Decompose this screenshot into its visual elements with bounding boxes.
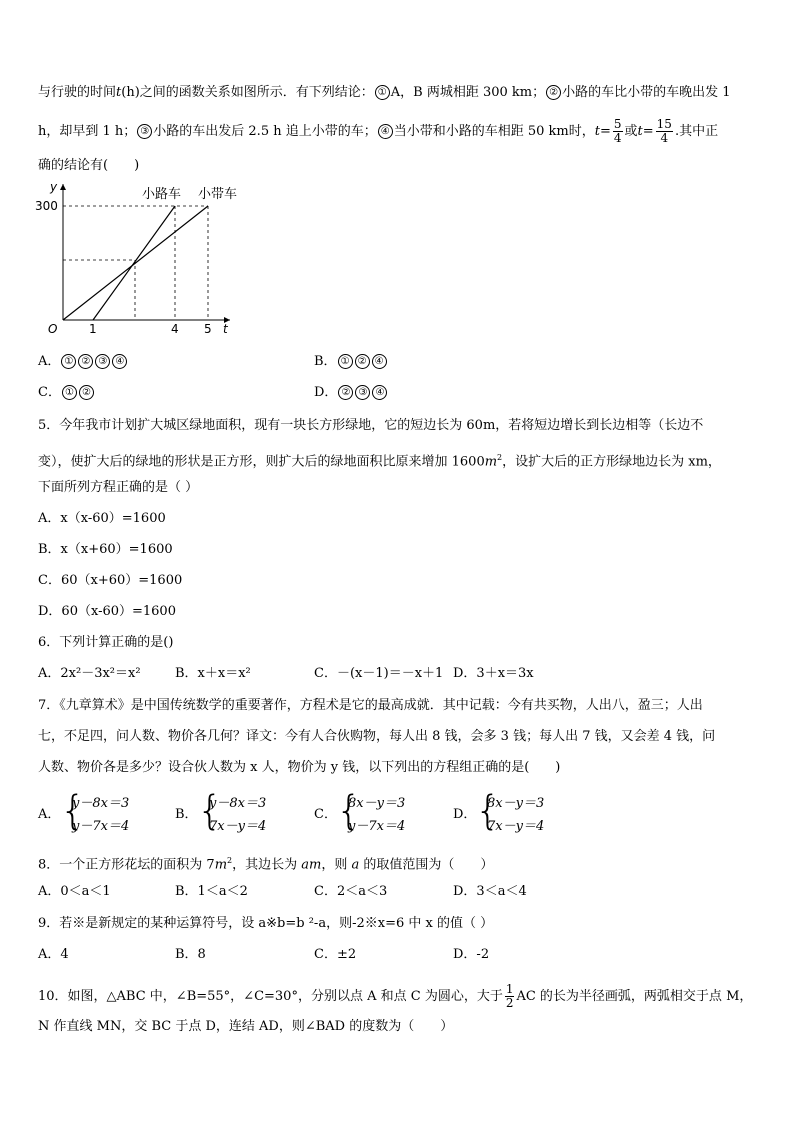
brace-icon: { [60,788,86,834]
q7-line-3: 人数、物价各是多少？设合伙人数为 x 人，物价为 y 钱，以下列出的方程组正确的是( ) [38,760,561,775]
brace-icon: { [336,788,362,834]
q4-line-2 [38,118,718,145]
circled-number: ③ [355,385,370,400]
q9-stem: 9．若※是新规定的某种运算符号，设 a※b=b ²-a，则-2※x=6 中 x 的值（ ） [38,916,494,931]
x-tick-1: 1 [89,322,97,336]
frac-den: 4 [613,131,622,145]
q8-option-d[interactable]: D．3＜a＜4 [453,884,527,899]
q5-option-c[interactable]: C．60（x+60）=1600 [38,573,183,588]
q6-option-c[interactable]: C．－(x－1)＝－x＋1 [314,666,444,681]
q4-text: 或 [624,124,638,139]
circled-number: ② [78,354,93,369]
fraction-5-4 [613,118,623,145]
q4-text: (h)之间的函数关系如图所示．有下列结论： [121,85,374,100]
circled-number: ④ [378,124,393,139]
q4-text: 小路的车出发后 2.5 h 追上小带的车； [153,124,377,139]
q4-option-b[interactable] [314,353,388,371]
option-letter: C． [38,385,61,400]
q4-text: h，却早到 1 h； [38,124,137,139]
equation: y－8x＝3 [209,796,267,811]
q8-option-c[interactable]: C．2＜a＜3 [314,884,388,899]
q6-option-b[interactable]: B．x＋x＝x² [175,666,251,681]
q4-t-eq: t= [594,124,611,139]
q7-line-2: 七，不足四，问人数、物价各几何？译文：今有人合伙购物，每人出 8 钱，会多 3 钱；每人出 7 钱，又会差 4 钱，问 [38,729,716,744]
q8-option-a[interactable]: A．0＜a＜1 [38,884,111,899]
circled-number: ④ [112,354,127,369]
q4-option-c[interactable] [38,384,95,402]
equation: 8x－y＝3 [487,796,545,811]
circled-number: ③ [137,124,152,139]
q5-line-1: 5．今年我市计划扩大城区绿地面积，现有一块长方形绿地，它的短边长为 60m，若将短边增长到长边相等（长边不 [38,418,704,433]
frac-num: 1 [505,982,514,996]
q6-option-d[interactable]: D．3＋x＝3x [453,666,534,681]
brace-icon: { [197,788,223,834]
circled-number: ① [62,385,77,400]
fraction-15-4 [656,118,673,145]
superscript: 2 [227,856,233,865]
q8-text: 8．一个正方形花坛的面积为 7 [38,857,215,873]
q10-text: 10．如图，△ABC 中，∠B=55°，∠C=30°，分别以点 A 和点 C 为圆心，大于 [38,989,503,1004]
x-tick-4: 4 [171,322,179,336]
circled-number: ② [79,385,94,400]
q10-text: AC 的长为半径画弧，两弧相交于点 M， [516,989,753,1004]
circled-number: ④ [372,385,387,400]
circled-number: ③ [95,354,110,369]
q4-text: 小路的车比小带的车晚出发 1 [562,85,731,100]
unit-m: m [214,857,228,873]
q4-text: 当小带和小路的车相距 50 km时， [393,124,595,139]
q4-line-3: 确的结论有( ) [38,158,140,173]
q8-var: a [351,857,360,873]
circled-number: ② [338,385,353,400]
q10-line-1 [38,983,752,1010]
q4-option-a[interactable] [38,353,128,371]
q9-option-a[interactable]: A．4 [38,947,69,962]
y-axis-label: y [50,180,58,194]
origin-label: O [48,322,58,336]
q9-option-d[interactable]: D．-2 [453,947,490,962]
unit-m: m [484,454,498,470]
equation: y－7x＝4 [72,819,130,834]
frac-num: 15 [656,117,672,131]
q5-option-d[interactable]: D．60（x-60）=1600 [38,604,176,619]
circled-number: ① [375,85,390,100]
q5-text: ，设扩大后的正方形绿地边长为 xm， [502,454,721,470]
q10-line-2: N 作直线 MN，交 BC 于点 D，连结 AD，则∠BAD 的度数为（ ） [38,1019,454,1034]
superscript: 2 [497,453,503,462]
xiaodai-line [63,206,208,320]
q8-option-b[interactable]: B．1＜a＜2 [175,884,248,899]
option-letter: A． [38,354,61,369]
q4-option-d[interactable] [314,384,388,402]
q9-option-c[interactable]: C．±2 [314,947,357,962]
circled-number: ① [61,354,76,369]
series-label-xiaolu: 小路车 [142,187,182,202]
q4-text: A，B 两城相距 300 km； [390,85,546,100]
circled-number: ② [355,354,370,369]
q5-line-2 [38,449,721,471]
circled-number: ① [338,354,353,369]
q9-option-b[interactable]: B．8 [175,947,206,962]
frac-den: 2 [505,996,514,1010]
distance-time-graph [30,178,260,338]
q7-option-a-label[interactable]: A． [38,807,61,822]
q7-option-c-label[interactable]: C． [314,807,337,822]
q5-text: 变），使扩大后的绿地的形状是正方形，则扩大后的绿地面积比原来增加 1600 [38,454,485,470]
q6-stem: 6．下列计算正确的是() [38,635,174,650]
option-letter: D． [314,385,338,400]
q7-line-1: 7．《九章算术》是中国传统数学的重要著作，方程术是它的最高成就．其中记载：今有共买物，人出八，盈三；人出 [38,698,703,713]
circled-number: ④ [372,354,387,369]
q4-var-t: t [116,85,122,100]
q6-option-a[interactable]: A．2x²－3x²＝x² [38,666,141,681]
q5-option-b[interactable]: B．x（x+60）=1600 [38,542,173,557]
q8-text: ，则 [321,857,352,873]
equation: 8x－y＝3 [348,796,406,811]
frac-den: 4 [660,131,669,145]
q7-option-d-label[interactable]: D． [453,807,477,822]
q8-stem [38,852,493,874]
brace-icon: { [475,788,501,834]
equation: 7x－y＝4 [209,819,267,834]
q4-t-eq: t= [637,124,654,139]
series-label-xiaodai: 小带车 [198,187,238,202]
option-letter: B． [314,354,337,369]
q8-text: 的取值范围为（ ） [359,857,494,873]
q8-text: ，其边长为 [232,857,302,873]
q5-option-a[interactable]: A．x（x-60）=1600 [38,511,166,526]
frac-num: 5 [613,117,622,131]
equation: y－7x＝4 [348,819,406,834]
fraction-1-2 [505,983,515,1010]
q5-line-3: 下面所列方程正确的是（ ） [38,480,199,495]
x-axis-label: t [223,322,228,336]
y-tick-300: 300 [35,199,58,213]
q8-var: am [301,857,322,873]
circled-number: ② [546,85,561,100]
q4-text: 与行驶的时间 [38,85,117,100]
equation: y－8x＝3 [72,796,130,811]
q7-option-b-label[interactable]: B． [175,807,198,822]
xiaolu-line [93,206,175,320]
equation: 7x－y＝4 [487,819,545,834]
x-tick-5: 5 [204,322,212,336]
q4-text: .其中正 [674,124,719,139]
q4-line-1 [38,84,731,102]
